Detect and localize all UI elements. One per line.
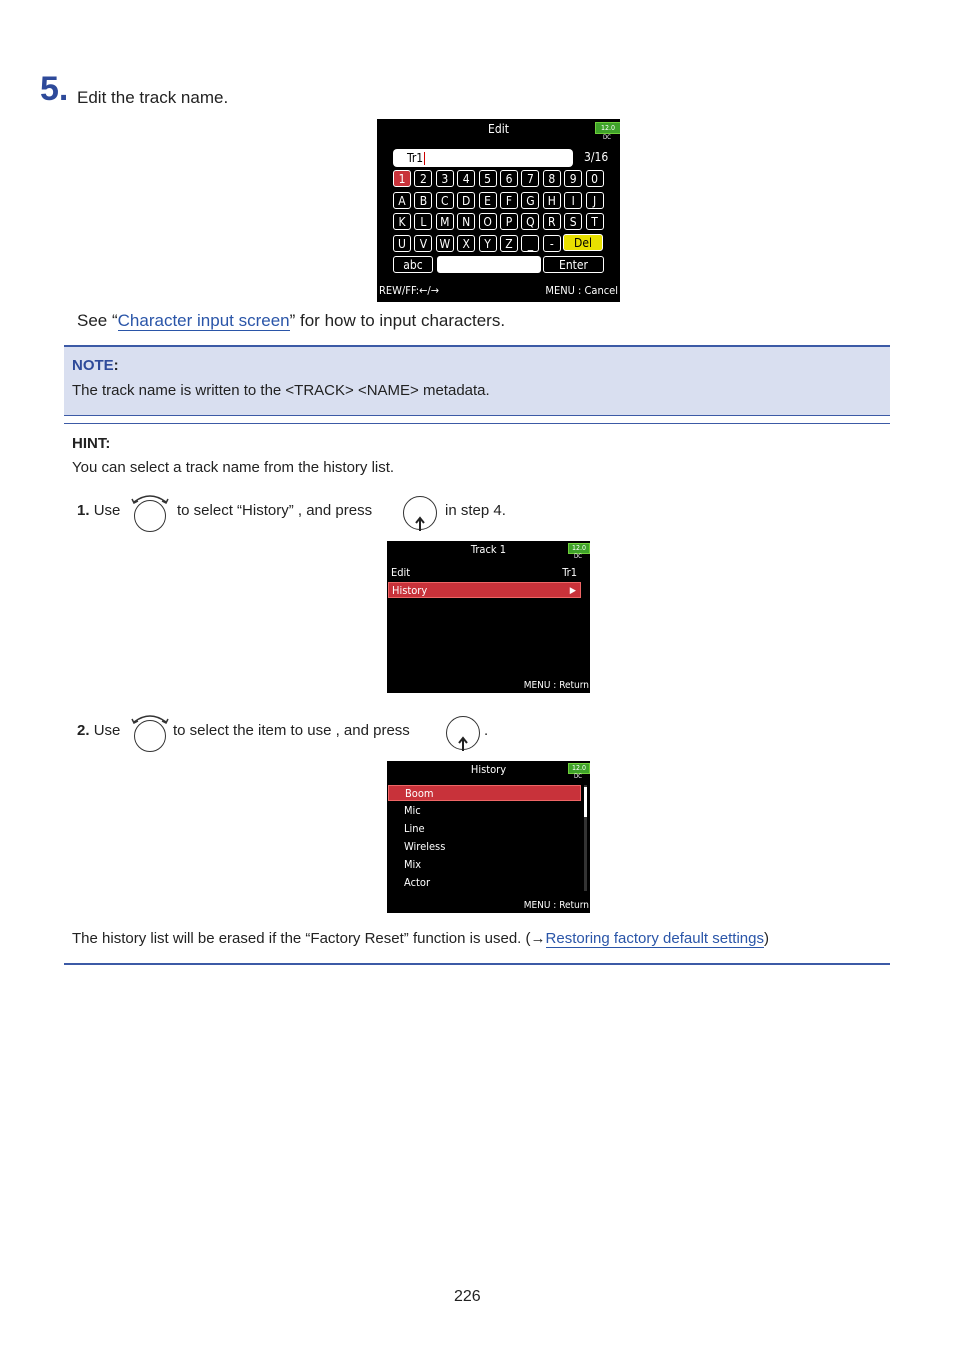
name-input-value: Tr1 xyxy=(407,151,424,165)
hint-text: You can select a track name from the history list. xyxy=(72,459,395,476)
key-4[interactable]: 4 xyxy=(457,170,475,187)
track-screen-title: Track 1 xyxy=(470,543,507,556)
step1-num: 1. xyxy=(77,502,90,519)
key-d[interactable]: D xyxy=(457,192,475,209)
battery-dc-label-3: DC xyxy=(574,773,582,780)
footer-prefix: The history list will be erased if the “Factory Reset” function is used. (→ xyxy=(72,930,546,947)
key-6[interactable]: 6 xyxy=(500,170,518,187)
space-key[interactable] xyxy=(437,256,541,273)
key-o[interactable]: O xyxy=(479,213,497,230)
scrollbar-thumb[interactable] xyxy=(584,787,587,817)
edit-row[interactable] xyxy=(391,565,581,581)
hint-label: HINT: xyxy=(72,435,111,452)
key-v[interactable]: V xyxy=(414,235,432,252)
history-screen xyxy=(387,761,590,913)
key-c[interactable]: C xyxy=(436,192,454,209)
key-j[interactable]: J xyxy=(586,192,604,209)
hint-step1-middle: to select “History” , and press xyxy=(177,502,373,519)
key-b[interactable]: B xyxy=(414,192,432,209)
press-arrow-icon-2 xyxy=(457,736,469,752)
history-item[interactable]: Mic xyxy=(404,804,421,817)
text-cursor xyxy=(424,152,425,165)
hint-step1-lead xyxy=(77,502,120,519)
enter-key[interactable]: Enter xyxy=(543,256,604,273)
see-prefix: See “ xyxy=(77,311,118,330)
hint-footer xyxy=(72,930,769,947)
key-u[interactable]: U xyxy=(393,235,411,252)
footer-left: REW/FF:←/→ xyxy=(379,284,440,297)
step2-use: Use xyxy=(93,722,121,739)
history-item[interactable]: Boom xyxy=(388,785,581,801)
key-q[interactable]: Q xyxy=(521,213,539,230)
key-underscore[interactable]: _ xyxy=(521,235,539,252)
note-text: The track name is written to the <TRACK> <NAME> metadata. xyxy=(72,382,490,399)
key-l[interactable]: L xyxy=(414,213,432,230)
key-h[interactable]: H xyxy=(543,192,561,209)
key-n[interactable]: N xyxy=(457,213,475,230)
abc-key[interactable]: abc xyxy=(393,256,433,273)
history-item[interactable]: Actor xyxy=(404,876,431,889)
character-input-link[interactable]: Character input screen xyxy=(117,311,290,330)
key-8[interactable]: 8 xyxy=(543,170,561,187)
step1-use: Use xyxy=(93,502,121,519)
key-p[interactable]: P xyxy=(500,213,518,230)
key-hyphen[interactable]: - xyxy=(543,235,561,252)
rotate-arrows-icon-2 xyxy=(130,710,170,724)
note-box xyxy=(64,345,890,416)
key-z[interactable]: Z xyxy=(500,235,518,252)
key-w[interactable]: W xyxy=(436,235,454,252)
key-f[interactable]: F xyxy=(500,192,518,209)
key-t[interactable]: T xyxy=(586,213,604,230)
see-text xyxy=(77,311,505,331)
battery-icon-3: 12.0 xyxy=(568,763,590,774)
battery-dc-label: DC xyxy=(603,134,611,141)
key-0[interactable]: 0 xyxy=(586,170,604,187)
track-screen xyxy=(387,541,590,693)
key-i[interactable]: I xyxy=(564,192,582,209)
see-suffix: ” for how to input characters. xyxy=(289,311,506,330)
history-screen-title: History xyxy=(470,763,507,776)
history-row[interactable] xyxy=(388,582,581,598)
step-number: 5. xyxy=(40,70,69,108)
name-input[interactable] xyxy=(393,149,573,167)
note-heading xyxy=(72,357,119,374)
battery-icon-2: 12.0 xyxy=(568,543,590,554)
page-number: 226 xyxy=(454,1288,481,1305)
key-3[interactable]: 3 xyxy=(436,170,454,187)
key-a[interactable]: A xyxy=(393,192,411,209)
key-e[interactable]: E xyxy=(479,192,497,209)
step-text: Edit the track name. xyxy=(77,88,229,107)
history-item[interactable]: Wireless xyxy=(404,840,446,853)
hint-step2-lead xyxy=(77,722,120,739)
history-item[interactable]: Line xyxy=(404,822,425,835)
note-colon: : xyxy=(113,357,119,374)
chevron-right-icon: ▶ xyxy=(569,586,576,596)
edit-row-label: Edit xyxy=(391,566,411,579)
del-key[interactable]: Del xyxy=(563,234,603,251)
key-y[interactable]: Y xyxy=(479,235,497,252)
key-r[interactable]: R xyxy=(543,213,561,230)
battery-dc-label-2: DC xyxy=(574,553,582,560)
hint-step1-end: in step 4. xyxy=(445,502,506,519)
footer-suffix: ) xyxy=(763,930,769,947)
edit-row-value: Tr1 xyxy=(562,566,577,579)
key-2[interactable]: 2 xyxy=(414,170,432,187)
key-1[interactable]: 1 xyxy=(393,170,411,187)
hint-step2-middle: to select the item to use , and press xyxy=(173,722,410,739)
edit-screen xyxy=(377,119,620,302)
step2-num: 2. xyxy=(77,722,90,739)
hint-step2-end: . xyxy=(484,722,489,739)
key-m[interactable]: M xyxy=(436,213,454,230)
rotate-arrows-icon xyxy=(130,490,170,504)
press-arrow-icon xyxy=(414,516,426,532)
key-5[interactable]: 5 xyxy=(479,170,497,187)
history-footer: MENU : Return xyxy=(523,900,589,911)
rotary-dial-icon xyxy=(134,500,166,532)
history-row-label: History xyxy=(392,584,428,597)
rotary-dial-icon-2 xyxy=(134,720,166,752)
key-7[interactable]: 7 xyxy=(521,170,539,187)
factory-reset-link[interactable]: Restoring factory default settings xyxy=(545,930,764,947)
footer-right: MENU : Cancel xyxy=(545,284,618,297)
key-x[interactable]: X xyxy=(457,235,475,252)
track-footer: MENU : Return xyxy=(523,680,589,691)
key-g[interactable]: G xyxy=(521,192,539,209)
edit-screen-title: Edit xyxy=(488,122,509,136)
char-counter: 3/16 xyxy=(584,150,609,164)
battery-icon: 12.0 xyxy=(595,122,620,134)
key-k[interactable]: K xyxy=(393,213,411,230)
key-9[interactable]: 9 xyxy=(564,170,582,187)
key-s[interactable]: S xyxy=(564,213,582,230)
history-item[interactable]: Mix xyxy=(404,858,422,871)
note-label: NOTE xyxy=(72,357,114,374)
